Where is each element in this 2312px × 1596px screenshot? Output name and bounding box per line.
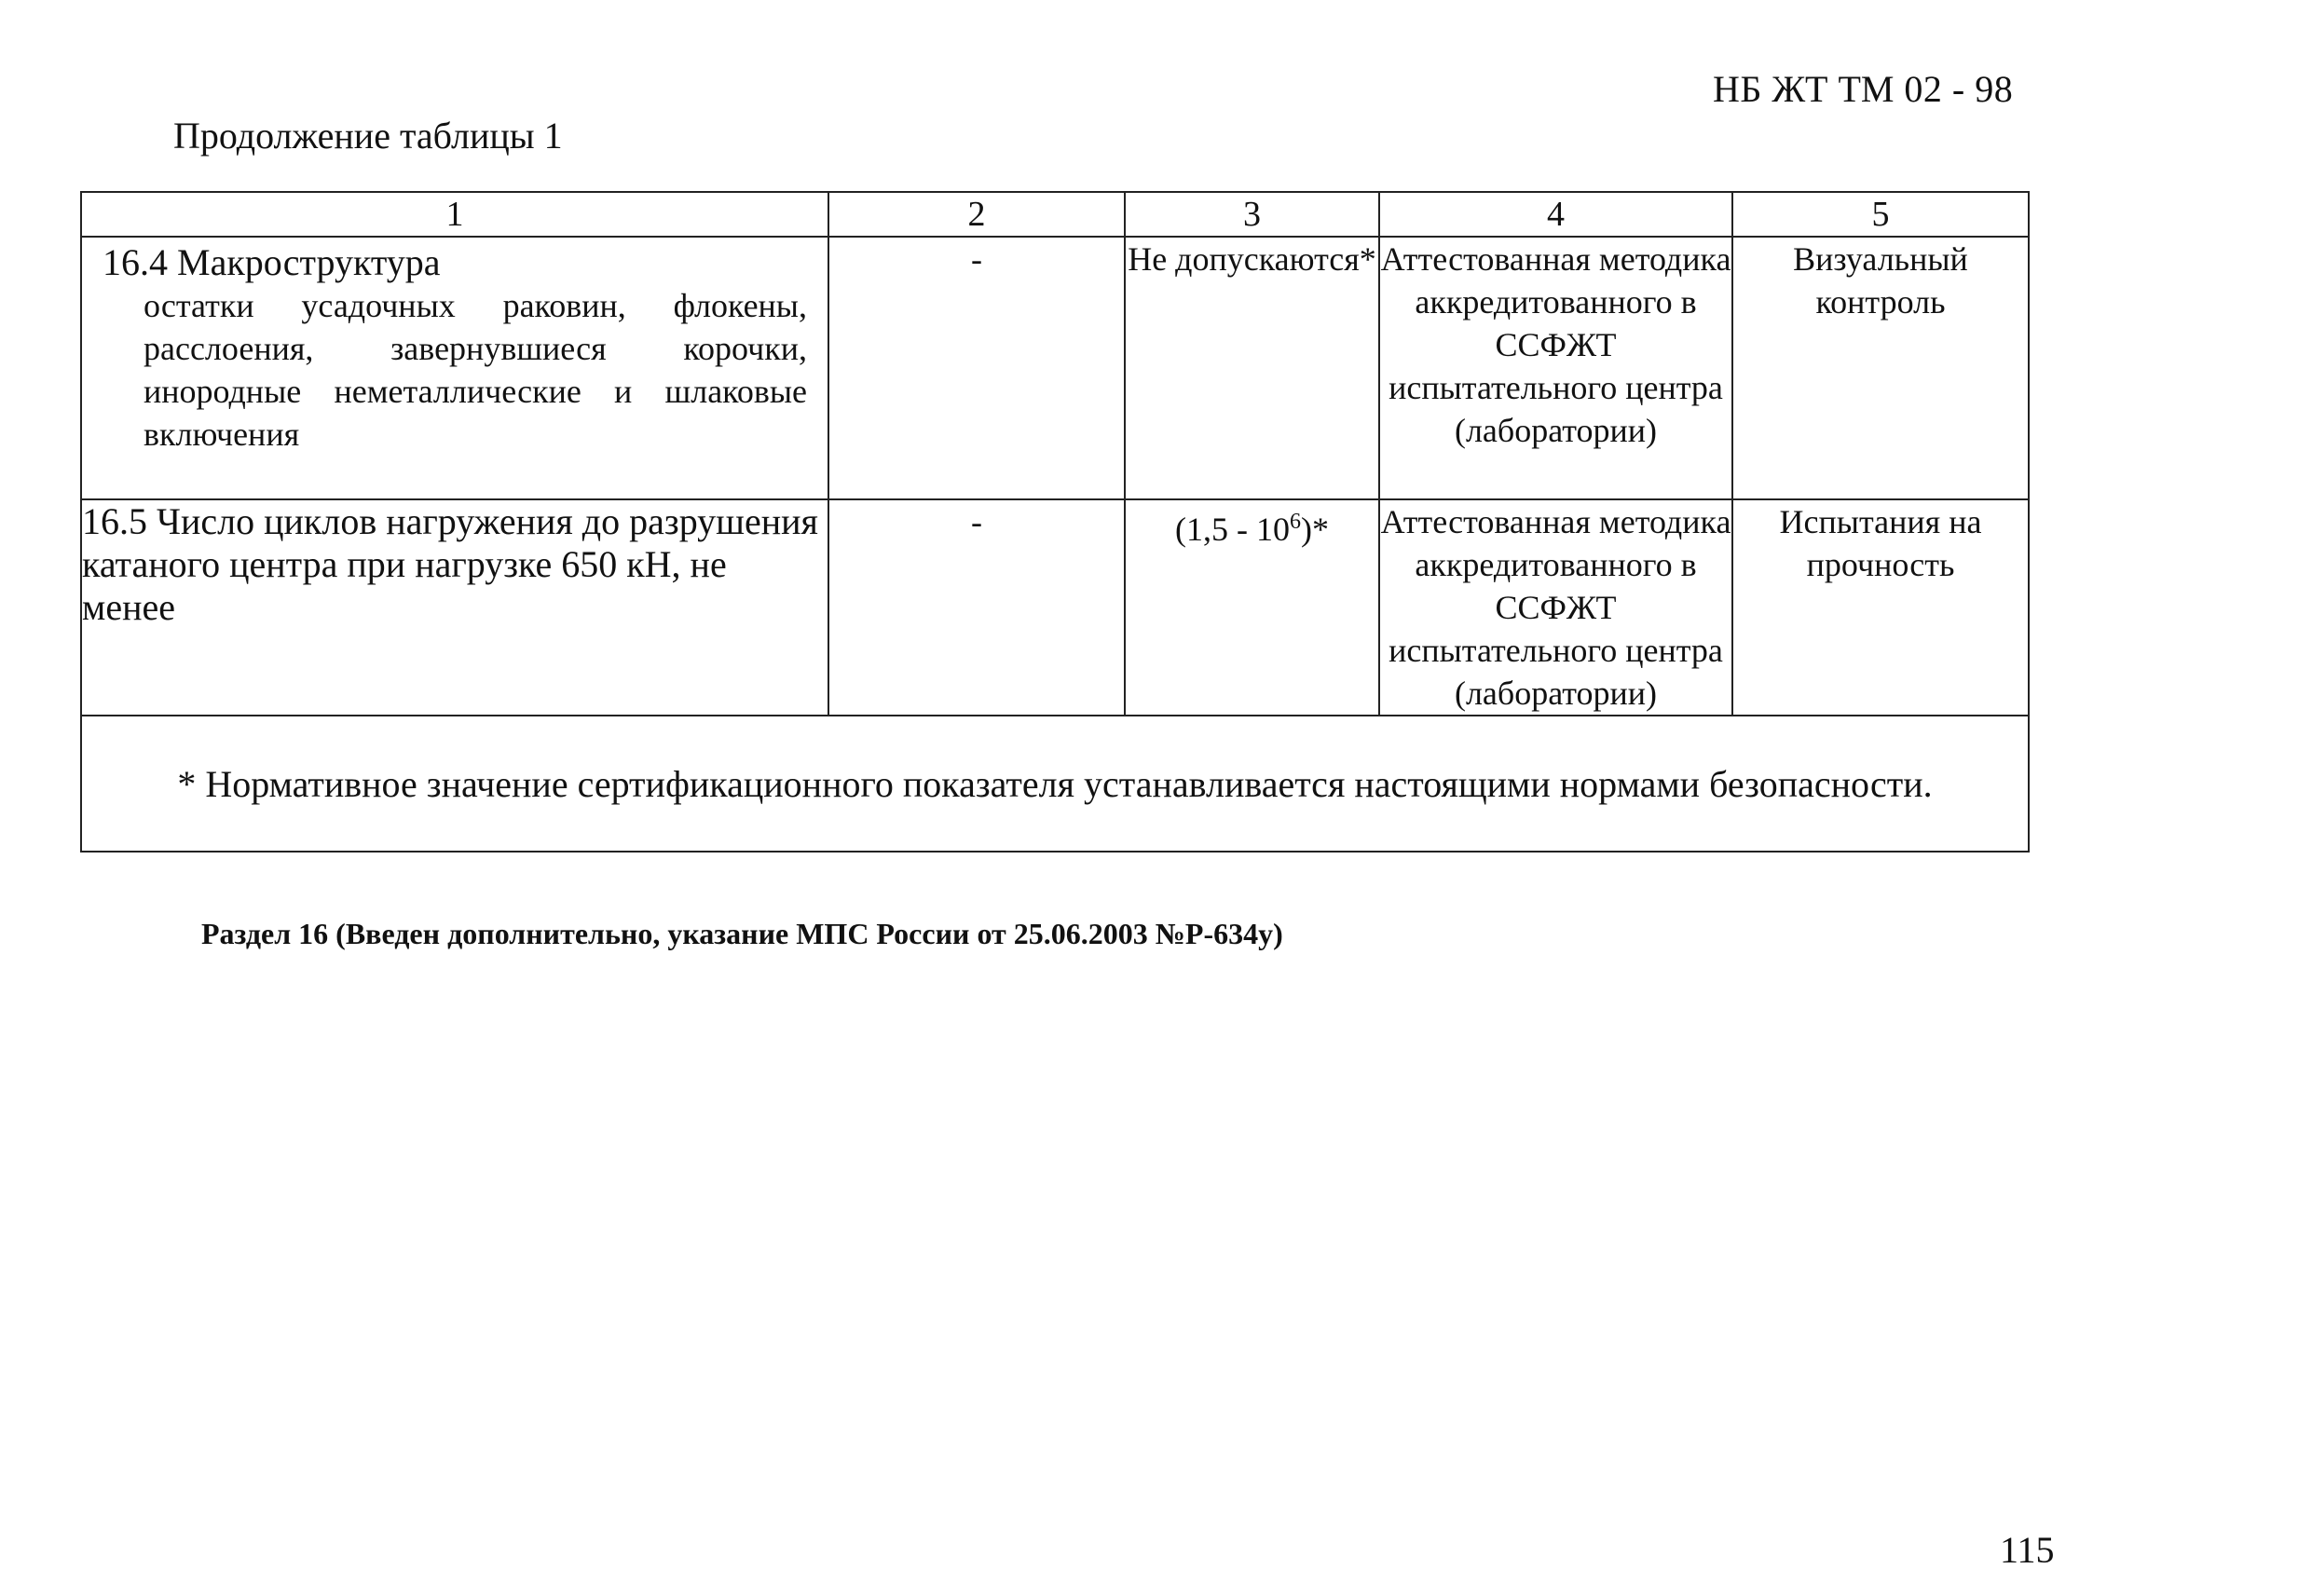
page-number: 115	[2000, 1529, 2055, 1571]
method-cell: Аттестованная методика аккредитованного в ССФЖТ испытательного центра (лаборатории)	[1379, 237, 1732, 499]
parameter-cell	[81, 237, 828, 499]
table-row	[81, 237, 2029, 499]
parameter-description: остатки усадочных раковин, флокены, расслоения, завернувшиеся корочки, инородные неметаллические и шлаковые включения	[144, 287, 807, 453]
footnote-text: * Нормативное значение сертификационного показателя устанавливается настоящими нормами безопасности.	[81, 716, 2029, 852]
control-type-cell: Испытания на прочность	[1732, 499, 2029, 716]
section-note: Раздел 16 (Введен дополнительно, указание МПС России от 25.06.2003 №Р-634у)	[201, 917, 1283, 950]
control-type-cell: Визуальный контроль	[1732, 237, 2029, 499]
column-header: 4	[1379, 192, 1732, 237]
table-row	[81, 499, 2029, 716]
parameter-cell: 16.5 Число циклов нагружения до разрушения катаного центра при нагрузке 650 кН, не менее	[81, 499, 828, 716]
column-header: 5	[1732, 192, 2029, 237]
limit-exponent: 6	[1289, 510, 1301, 534]
limit-cell: Не допускаются*	[1125, 237, 1379, 499]
parameter-title: 16.4 Макроструктура	[103, 241, 441, 283]
column-header: 1	[81, 192, 828, 237]
requirements-table	[80, 191, 2030, 853]
limit-tail: )*	[1300, 511, 1329, 548]
column-header: 2	[828, 192, 1125, 237]
method-cell: Аттестованная методика аккредитованного в ССФЖТ испытательного центра (лаборатории)	[1379, 499, 1732, 716]
table-cell: -	[828, 499, 1125, 716]
footnote-row	[81, 716, 2029, 852]
table-header-row	[81, 192, 2029, 237]
limit-base: (1,5 - 10	[1175, 511, 1290, 548]
table-cell: -	[828, 237, 1125, 499]
limit-cell	[1125, 499, 1379, 716]
document-code: НБ ЖТ ТМ 02 - 98	[1713, 68, 2014, 110]
column-header: 3	[1125, 192, 1379, 237]
table-continuation-caption: Продолжение таблицы 1	[173, 115, 563, 157]
